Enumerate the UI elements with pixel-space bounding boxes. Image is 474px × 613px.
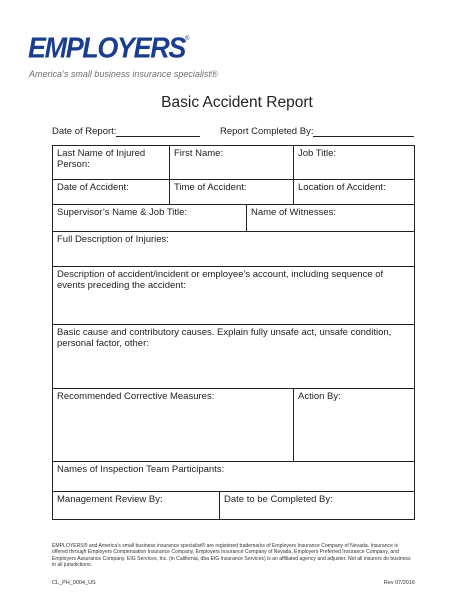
witnesses-label: Name of Witnesses: (251, 207, 336, 218)
form-title: Basic Accident Report (161, 94, 313, 111)
footer-form-id: CL_PH_0004_US (52, 580, 96, 586)
job-title-field[interactable] (294, 146, 414, 180)
report-completed-by-blank[interactable] (313, 127, 414, 137)
employers-logo (28, 32, 218, 82)
last-name-field[interactable] (53, 146, 170, 180)
date-to-complete-label: Date to be Completed By: (224, 494, 333, 505)
date-to-complete-field[interactable] (220, 492, 414, 519)
date-of-report-label: Date of Report: (52, 126, 117, 137)
date-of-accident-label: Date of Accident: (57, 182, 129, 193)
witnesses-field[interactable] (247, 205, 414, 232)
date-of-accident-field[interactable] (53, 180, 170, 205)
report-completed-by-line[interactable] (220, 126, 414, 137)
action-by-label: Action By: (298, 391, 341, 402)
location-of-accident-field[interactable] (294, 180, 414, 205)
description-label: Description of accident/incident or employee’s account, including sequence of events preceding the accident: (57, 269, 384, 291)
footer-revision: Rev 07/2016 (383, 580, 415, 586)
causes-field[interactable] (53, 325, 414, 389)
logo-tagline: America’s small business insurance specialist® (29, 69, 218, 79)
location-of-accident-label: Location of Accident: (298, 182, 386, 193)
causes-label: Basic cause and contributory causes. Explain fully unsafe act, unsafe condition, personal factor, other: (57, 327, 392, 349)
first-name-field[interactable] (170, 146, 294, 180)
time-of-accident-label: Time of Accident: (174, 182, 247, 193)
injuries-field[interactable] (53, 232, 414, 267)
accident-report-form (52, 145, 415, 520)
injuries-label: Full Description of Injuries: (57, 234, 169, 245)
inspection-team-label: Names of Inspection Team Participants: (57, 464, 225, 475)
management-review-label: Management Review By: (57, 494, 163, 505)
supervisor-field[interactable] (53, 205, 247, 232)
inspection-team-field[interactable] (53, 462, 414, 492)
management-review-field[interactable] (53, 492, 220, 519)
date-of-report-line[interactable] (52, 126, 200, 137)
description-field[interactable] (53, 267, 414, 325)
corrective-measures-label: Recommended Corrective Measures: (57, 391, 215, 402)
footer-disclaimer: EMPLOYERS® and America’s small business insurance specialist® are registered trademarks of Employers Insurance Company of Nevada. Insurance is offered through Employers Compensation Insurance Company, Employers Insurance Company of Nevada, Employers Preferred Insurance Company, and Employers Assurance Company. EIG Services, Inc. (in California, dba EIG Insurance Services) is an affiliated agency and adjuster. Not all insurers do business in all jurisdictions. (52, 543, 411, 569)
job-title-label: Job Title: (298, 148, 337, 159)
first-name-label: First Name: (174, 148, 224, 159)
corrective-measures-field[interactable] (53, 389, 294, 462)
logo-registered-mark: ® (185, 36, 190, 42)
time-of-accident-field[interactable] (170, 180, 294, 205)
report-completed-by-label: Report Completed By: (220, 126, 314, 137)
supervisor-label: Supervisor’s Name & Job Title: (57, 207, 188, 218)
last-name-label: Last Name of Injured Person: (57, 148, 146, 170)
logo-wordmark: EMPLOYERS (28, 32, 185, 64)
action-by-field[interactable] (294, 389, 414, 462)
date-of-report-blank[interactable] (116, 127, 200, 137)
